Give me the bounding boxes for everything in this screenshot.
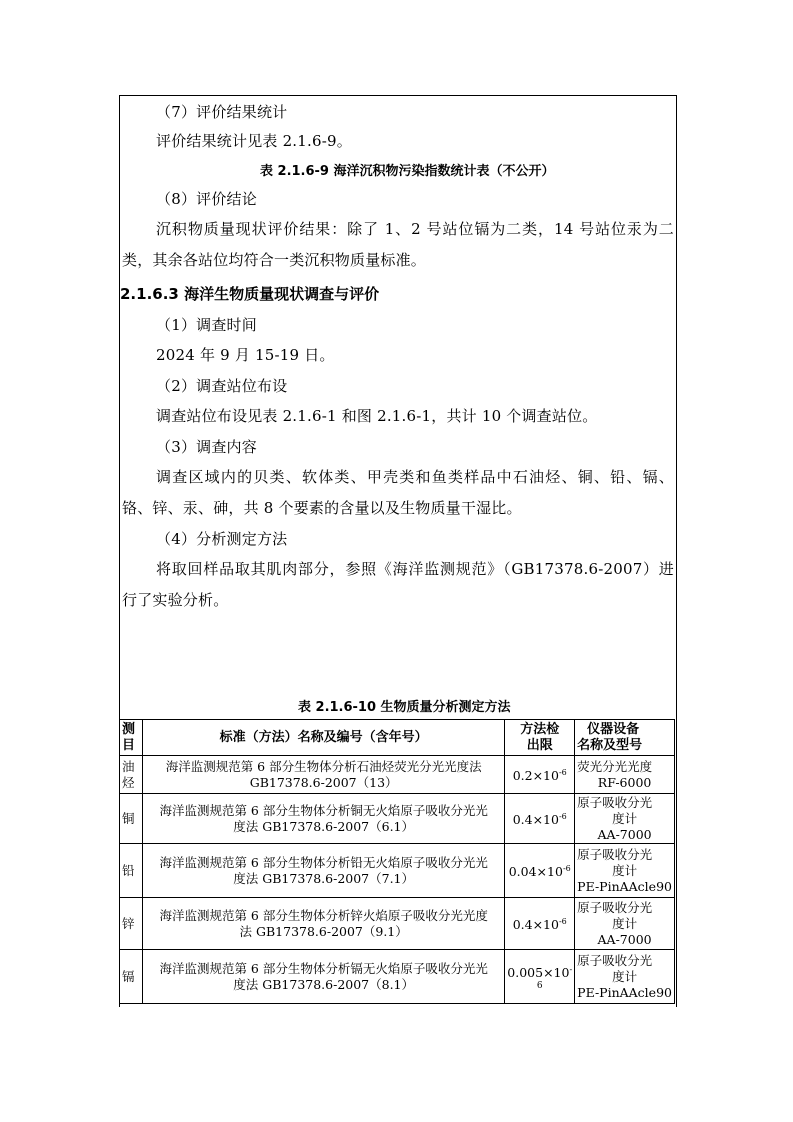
row-instrument-line-3: PE-PinAAcle90 — [577, 984, 672, 1000]
table-row — [120, 898, 675, 950]
survey-content-line-1: 调查区域内的贝类、软体类、甲壳类和鱼类样品中石油烃、铜、铅、镉、 — [156, 468, 674, 486]
row-instrument-line-1: 原子吸收分光 — [577, 952, 653, 968]
header-instrument-line-1: 仪器设备 — [587, 721, 640, 737]
header-standard: 标准（方法）名称及编号（含年号） — [143, 720, 505, 756]
subsection-7-heading: （7）评价结果统计 — [156, 103, 288, 121]
table-9-caption: 表 2.1.6-9 海洋沉积物污染指数统计表（不公开） — [260, 164, 555, 179]
row-item-line-1: 油 — [122, 758, 135, 774]
row-instrument-line-2: RF-6000 — [597, 774, 652, 790]
row-standard-line-1: 海洋监测规范第 6 部分生物体分析锌火焰原子吸收分光光度 — [159, 907, 488, 923]
header-item — [120, 720, 143, 756]
row-instrument-line-1: 原子吸收分光 — [577, 846, 653, 862]
row-item: 镉 — [120, 950, 143, 1004]
header-limit-line-1: 方法检 — [520, 721, 560, 737]
section-heading: 2.1.6.3 海洋生物质量现状调查与评价 — [120, 285, 380, 303]
row-instrument — [575, 950, 675, 1004]
row-limit — [505, 756, 575, 794]
row-item: 铅 — [120, 844, 143, 898]
row-standard-line-2: 度法 GB17378.6-2007（6.1） — [233, 818, 415, 834]
header-item-line-1: 测 — [122, 721, 136, 737]
row-standard — [143, 950, 505, 1004]
row-instrument-line-2: 度计 — [612, 915, 638, 931]
method-table — [119, 719, 675, 1004]
row-instrument-line-1: 原子吸收分光 — [577, 794, 653, 810]
row-standard — [143, 756, 505, 794]
row-instrument-line-3: AA-7000 — [597, 931, 652, 947]
analysis-method-heading: （4）分析测定方法 — [156, 530, 288, 548]
row-limit-exponent-wrap: 6 — [536, 981, 543, 992]
station-layout-heading: （2）调查站位布设 — [156, 377, 288, 395]
station-layout-text: 调查站位布设见表 2.1.6-1 和图 2.1.6-1，共计 10 个调查站位。 — [156, 407, 598, 425]
row-item: 锌 — [120, 898, 143, 950]
row-item: 铜 — [120, 794, 143, 844]
row-instrument-line-1: 原子吸收分光 — [577, 899, 653, 915]
survey-content-heading: （3）调查内容 — [156, 438, 257, 456]
row-limit — [505, 950, 575, 1004]
row-standard — [143, 898, 505, 950]
table-row — [120, 844, 675, 898]
page-frame — [119, 95, 677, 1007]
row-limit-exponent: -6 — [558, 811, 567, 821]
row-limit-value: 0.04×10 — [508, 864, 563, 880]
survey-content-line-2: 铬、锌、汞、砷，共 8 个要素的含量以及生物质量干湿比。 — [122, 499, 522, 517]
row-limit — [505, 898, 575, 950]
row-standard-line-1: 海洋监测规范第 6 部分生物体分析石油烃荧光分光光度法 — [165, 758, 482, 774]
row-instrument-line-2: 度计 — [612, 862, 638, 878]
row-instrument-line-2: 度计 — [612, 968, 638, 984]
table-row — [120, 756, 675, 794]
row-limit — [505, 794, 575, 844]
row-instrument-line-1: 荧光分光光度 — [577, 758, 653, 774]
conclusion-line-1: 沉积物质量现状评价结果：除了 1、2 号站位镉为二类，14 号站位汞为二 — [156, 220, 674, 238]
subsection-8-heading: （8）评价结论 — [156, 190, 257, 208]
row-limit — [505, 844, 575, 898]
conclusion-line-2: 类，其余各站位均符合一类沉积物质量标准。 — [122, 251, 427, 269]
row-standard-line-1: 海洋监测规范第 6 部分生物体分析铜无火焰原子吸收分光光 — [159, 802, 488, 818]
row-standard-line-2: 度法 GB17378.6-2007（8.1） — [233, 976, 415, 992]
row-standard — [143, 794, 505, 844]
survey-time-heading: （1）调查时间 — [156, 316, 257, 334]
row-instrument — [575, 844, 675, 898]
header-instrument-line-2: 名称及型号 — [577, 737, 643, 753]
table-row — [120, 794, 675, 844]
analysis-method-line-2: 行了实验分析。 — [122, 591, 229, 609]
row-instrument — [575, 898, 675, 950]
row-limit-value: 0.4×10 — [512, 812, 559, 828]
row-instrument-line-3: PE-PinAAcle90 — [577, 878, 672, 894]
header-limit — [505, 720, 575, 756]
header-instrument — [575, 720, 675, 756]
row-standard-line-2: GB17378.6-2007（13） — [249, 774, 398, 790]
header-item-line-2: 目 — [122, 737, 136, 753]
row-limit-value: 0.005×10 — [507, 965, 570, 981]
row-limit-value: 0.4×10 — [512, 917, 559, 933]
row-limit-exponent: - — [569, 964, 573, 974]
row-instrument — [575, 756, 675, 794]
row-standard-line-2: 度法 GB17378.6-2007（7.1） — [233, 870, 415, 886]
row-item — [120, 756, 143, 794]
header-limit-line-2: 出限 — [526, 737, 553, 753]
table-row — [120, 950, 675, 1004]
row-standard — [143, 844, 505, 898]
row-standard-line-1: 海洋监测规范第 6 部分生物体分析镉无火焰原子吸收分光光 — [159, 960, 488, 976]
row-instrument — [575, 794, 675, 844]
row-limit-exponent: -6 — [562, 863, 571, 873]
row-instrument-line-2: 度计 — [612, 810, 638, 826]
row-limit-value: 0.2×10 — [512, 768, 559, 784]
row-standard-line-2: 法 GB17378.6-2007（9.1） — [239, 923, 408, 939]
table-10-caption: 表 2.1.6-10 生物质量分析测定方法 — [298, 700, 511, 715]
table-header-row — [120, 720, 675, 756]
subsection-7-text: 评价结果统计见表 2.1.6-9。 — [156, 132, 352, 150]
row-limit-exponent: -6 — [558, 767, 567, 777]
analysis-method-line-1: 将取回样品取其肌肉部分，参照《海洋监测规范》（GB17378.6-2007）进 — [156, 560, 674, 578]
row-standard-line-1: 海洋监测规范第 6 部分生物体分析铅无火焰原子吸收分光光 — [159, 854, 488, 870]
row-limit-exponent: -6 — [558, 916, 567, 926]
row-instrument-line-3: AA-7000 — [597, 826, 652, 842]
row-item-line-2: 烃 — [122, 774, 135, 790]
survey-time-text: 2024 年 9 月 15-19 日。 — [156, 346, 335, 364]
